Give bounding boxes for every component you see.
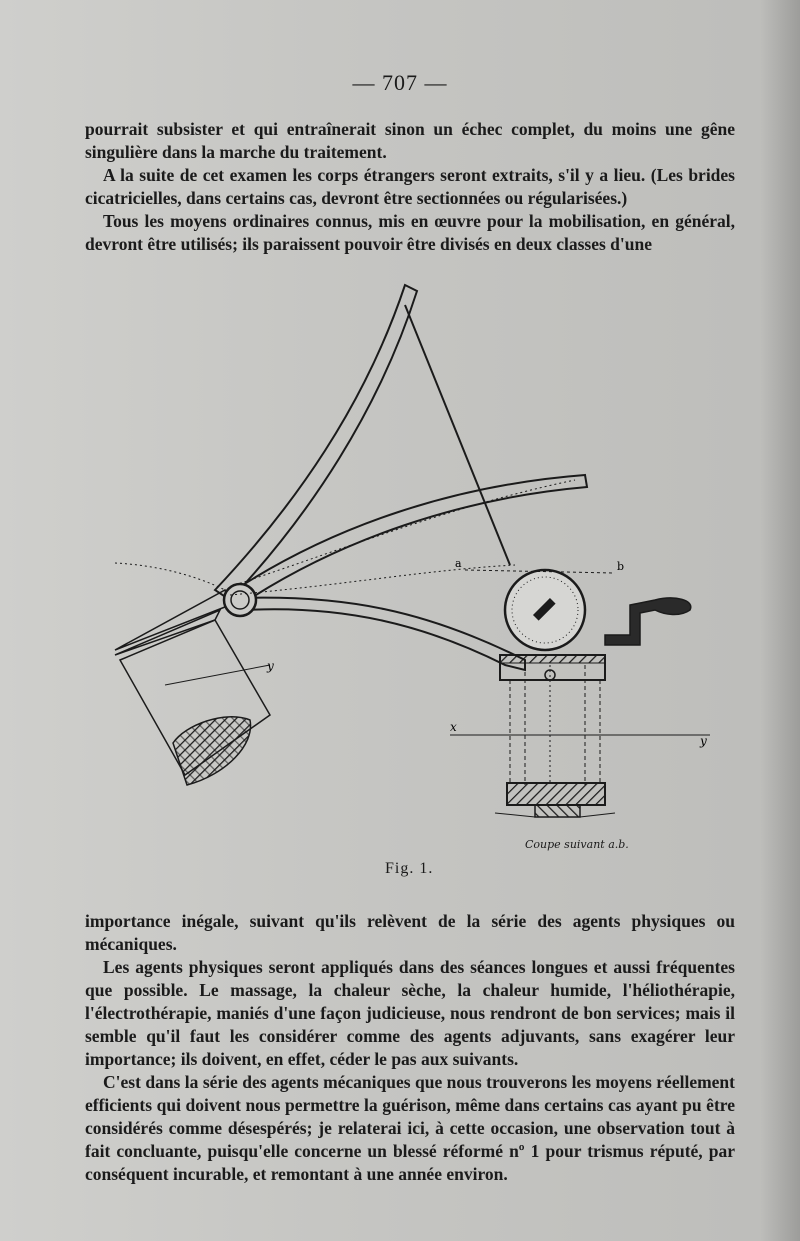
crank-handle <box>605 598 691 645</box>
label-x: x <box>450 720 457 734</box>
lower-lever-arm <box>240 598 525 670</box>
label-y-left: y <box>267 659 274 673</box>
paragraph: A la suite de cet examen les corps étrangers seront extraits, s'il y a lieu. (Les brides cicatricielles, dans certains cas, devront être sectionnées ou régularisées.) <box>85 165 735 208</box>
cross-section-block <box>507 783 605 805</box>
page-number: — 707 — <box>352 70 448 95</box>
paragraph: importance inégale, suivant qu'ils relèvent de la série des agents physiques ou mécaniques. <box>85 911 735 954</box>
cord <box>115 563 225 590</box>
text-block-top <box>85 118 735 256</box>
page-edge-shadow <box>760 0 800 1241</box>
mouth-gag-device-figure <box>95 265 735 895</box>
paragraph: pourrait subsister et qui entraînerait sinon un échec complet, du moins une gêne singulière dans la marche du traitement. <box>85 119 735 162</box>
label-y: y <box>700 734 707 748</box>
figure-caption: Fig. 1. <box>385 860 434 877</box>
paragraph: Tous les moyens ordinaires connus, mis en œuvre pour la mobilisation, en général, devront être utilisés; ils paraissent pouvoir être divisés en deux classes d'une <box>85 211 735 254</box>
label-a: a <box>455 557 462 570</box>
figure-note: Coupe suivant a.b. <box>525 838 629 851</box>
paragraph: Les agents physiques seront appliqués dans des séances longues et aussi fréquentes que possible. Le massage, la chaleur sèche, la chaleur humide, l'héliothérapie, l'électrothérapie, maniés d'une façon judicieuse, nous rendront de bon services; mais il semble qu'il faut les considérer comme des agents adjuvants, sans exagérer leur importance; ils doivent, en effet, céder le pas aux suivants. <box>85 957 735 1069</box>
text-block-bottom <box>85 910 735 1186</box>
paragraph: C'est dans la série des agents mécaniques que nous trouverons les moyens réellement efficients qui doivent nous permettre la guérison, même dans certains cas ayant pu être considérés comme désespérés; je relaterai ici, à cette occasion, une observation tout à fait concluante, puisqu'elle concerne un blessé réformé nº 1 pour trismus réputé, par conséquent incurable, et remontant à une année environ. <box>85 1072 735 1184</box>
pivot-circle <box>224 584 256 616</box>
rod <box>405 305 510 565</box>
jaw-lower <box>115 610 220 655</box>
upper-lever-arm <box>215 285 417 600</box>
label-b: b <box>617 560 625 573</box>
